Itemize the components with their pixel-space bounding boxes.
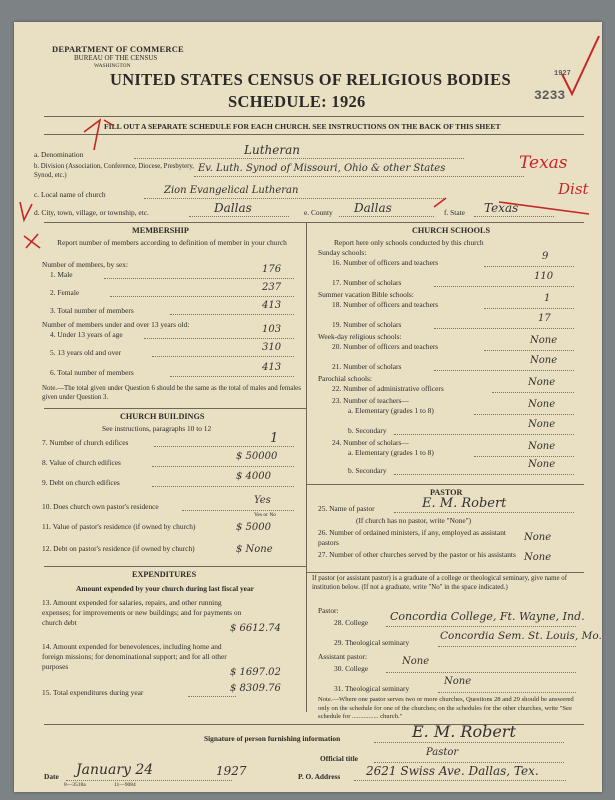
q19-label: 19. Number of scholars <box>332 320 402 329</box>
weekday-label: Week-day religious schools: <box>318 332 402 341</box>
city-value: Dallas <box>214 201 252 215</box>
college-note: If pastor (or assistant pastor) is a graduate of a college or theological seminary, give name of institution below. (If not a graduate, write "No" in the space indicated.) <box>312 575 567 591</box>
q23b-label: b. Secondary <box>348 426 387 435</box>
bureau-label: BUREAU OF THE CENSUS <box>74 54 158 62</box>
q31-label: 31. Theological seminary <box>334 684 410 693</box>
q4-label: 4. Under 13 years of age <box>50 330 123 339</box>
state-label: f. State <box>444 208 465 217</box>
q24a-value: None <box>528 441 556 452</box>
print-number: 11—9084 <box>114 782 136 788</box>
q10-label: 10. Does church own pastor's residence <box>42 502 159 511</box>
q25-note: (If church has no pastor, write "None") <box>356 516 472 525</box>
schools-heading: CHURCH SCHOOLS <box>412 226 491 235</box>
q5-label: 5. 13 years old and over <box>50 348 122 357</box>
census-schedule-sheet <box>14 22 602 792</box>
q8-label: 8. Value of church edifices <box>42 458 121 467</box>
membership-note: Note.—The total given under Question 6 should be the same as the total of males and females given under Question 3. <box>42 385 301 401</box>
q15-value: $ 8309.76 <box>230 683 281 694</box>
sunday-label: Sunday schools: <box>318 248 367 257</box>
q13-label: 13. Amount expended for salaries, repairs, and other running expenses; for improvements or new buildings; and for payments on church debt <box>42 598 242 627</box>
q10-value: Yes <box>254 495 271 506</box>
schedule-title: SCHEDULE: 1926 <box>228 92 366 111</box>
denomination-label: a. Denomination <box>34 150 84 159</box>
denomination-value: Lutheran <box>244 143 300 157</box>
by-sex-label: Number of members, by sex: <box>42 260 128 269</box>
city-field-label: d. City, town, village, or township, etc. <box>34 208 149 217</box>
division-red-annotation: Texas <box>519 153 568 173</box>
membership-heading: MEMBERSHIP <box>132 226 189 235</box>
q14-label: 14. Amount expended for benevolences, including home and foreign missions; for denominational support; and for all other purposes <box>42 642 227 671</box>
q9-label: 9. Debt on church edifices <box>42 478 120 487</box>
q11-value: $ 5000 <box>236 522 271 533</box>
q20-label: 20. Number of officers and teachers <box>332 342 439 351</box>
q24a-label: a. Elementary (grades 1 to 8) <box>348 448 434 457</box>
division-label: b. Division (Association, Conference, Diocese, Presbytery, Synod, etc.) <box>34 163 195 179</box>
q14-value: $ 1697.02 <box>230 667 281 678</box>
department-label: DEPARTMENT OF COMMERCE <box>52 44 184 54</box>
q4-value: 103 <box>262 324 282 335</box>
yes-no-hint: Yes or No <box>254 512 277 518</box>
schools-intro: Report here only schools conducted by this church <box>334 238 484 247</box>
division-value: Ev. Luth. Synod of Missouri, Ohio & other States <box>198 163 446 174</box>
q1-value: 176 <box>262 264 282 275</box>
q7-value: 1 <box>270 431 279 446</box>
official-title-label: Official title <box>320 754 358 763</box>
expenditures-heading: EXPENDITURES <box>132 570 197 579</box>
instruction-line: FILL OUT A SEPARATE SCHEDULE FOR EACH CHURCH. SEE INSTRUCTIONS ON THE BACK OF THIS SHEET <box>104 122 501 131</box>
q24b-value: None <box>528 459 556 470</box>
official-title-value: Pastor <box>426 747 459 758</box>
q26-label: 26. Number of ordained ministers, if any, employed as assistant pastors <box>318 528 506 547</box>
q20-value: None <box>530 335 558 346</box>
q7-label: 7. Number of church edifices <box>42 438 129 447</box>
q23a-label: a. Elementary (grades 1 to 8) <box>348 406 434 415</box>
age-label: Number of members under and over 13 years old: <box>42 320 190 329</box>
membership-intro: Report number of members according to definition of member in your church <box>57 238 287 247</box>
q8-value: $ 50000 <box>236 451 278 462</box>
q26-value: None <box>524 532 552 543</box>
county-label: e. County <box>304 208 333 217</box>
form-number: 8—3518a <box>64 782 86 788</box>
q22-value: None <box>528 377 556 388</box>
q23a-value: None <box>528 399 556 410</box>
city-label: WASHINGTON <box>94 63 131 69</box>
q21-value: None <box>530 355 558 366</box>
q29-label: 29. Theological seminary <box>334 638 410 647</box>
date-year: 1927 <box>216 764 247 778</box>
q18-label: 18. Number of officers and teachers <box>332 300 439 309</box>
q24b-label: b. Secondary <box>348 466 387 475</box>
summer-label: Summer vacation Bible schools: <box>318 290 414 299</box>
q23-label: 23. Number of teachers— <box>332 396 409 405</box>
q30-value: None <box>402 656 430 667</box>
q24-label: 24. Number of scholars— <box>332 438 409 447</box>
q27-label: 27. Number of other churches served by the pastor or his assistants <box>318 550 516 559</box>
q28-value: Concordia College, Ft. Wayne, Ind. <box>390 610 585 623</box>
q12-label: 12. Debt on pastor's residence (if owned by church) <box>42 544 195 553</box>
date-value: January 24 <box>76 762 154 778</box>
q21-label: 21. Number of scholars <box>332 362 402 371</box>
address-value: 2621 Swiss Ave. Dallas, Tex. <box>366 764 539 778</box>
date-label: Date <box>44 772 59 781</box>
q19-value: 17 <box>538 313 551 324</box>
q15-label: 15. Total expenditures during year <box>42 688 144 697</box>
q9-value: $ 4000 <box>236 471 271 482</box>
stamp-date: 1927 <box>554 70 571 78</box>
q16-label: 16. Number of officers and teachers <box>332 258 439 267</box>
stamp-number: 3233 <box>534 88 566 103</box>
parochial-label: Parochial schools: <box>318 374 372 383</box>
pastor-note: Note.—Where one pastor serves two or more churches, Questions 28 and 29 should be answered only on the schedule for one of the churches; on the schedules for the other churches, write "See schedule for ................ church." <box>318 696 574 720</box>
local-name-label: c. Local name of church <box>34 190 106 199</box>
buildings-heading: CHURCH BUILDINGS <box>120 412 205 421</box>
assistant-label: Assistant pastor: <box>318 652 368 661</box>
q17-value: 110 <box>534 271 554 282</box>
red-pencil-marks <box>14 22 602 792</box>
q3-value: 413 <box>262 300 282 311</box>
q28-label: 28. College <box>334 618 369 627</box>
q2-value: 237 <box>262 282 282 293</box>
q12-value: $ None <box>236 544 273 555</box>
county-value: Dallas <box>354 201 392 215</box>
q5-value: 310 <box>262 342 282 353</box>
q22-label: 22. Number of administrative officers <box>332 384 444 393</box>
q30-label: 30. College <box>334 664 369 673</box>
form-title: UNITED STATES CENSUS OF RELIGIOUS BODIES <box>110 70 511 89</box>
q6-label: 6. Total number of members <box>50 368 134 377</box>
q3-label: 3. Total number of members <box>50 306 134 315</box>
q27-value: None <box>524 552 552 563</box>
buildings-see: See instructions, paragraphs 10 to 12 <box>102 424 212 433</box>
q25-value: E. M. Robert <box>422 496 507 511</box>
q31-value: None <box>444 676 472 687</box>
q13-value: $ 6612.74 <box>230 623 281 634</box>
q6-value: 413 <box>262 362 282 373</box>
q17-label: 17. Number of scholars <box>332 278 402 287</box>
local-name-value: Zion Evangelical Lutheran <box>164 185 299 196</box>
q2-label: 2. Female <box>50 288 80 297</box>
q16-value: 9 <box>542 251 549 262</box>
pastor-heading: PASTOR <box>430 488 463 497</box>
local-red-annotation: Dist <box>558 180 589 198</box>
expenditures-intro: Amount expended by your church during last fiscal year <box>76 584 254 593</box>
signature-value: E. M. Robert <box>412 722 516 741</box>
address-label: P. O. Address <box>298 772 341 781</box>
state-value: Texas <box>484 201 519 215</box>
q1-label: 1. Male <box>50 270 73 279</box>
q23b-value: None <box>528 419 556 430</box>
q25-label: 25. Name of pastor <box>318 504 375 513</box>
q29-value: Concordia Sem. St. Louis, Mo. <box>440 630 602 642</box>
signature-label: Signature of person furnishing information <box>204 734 341 743</box>
pastor-label: Pastor: <box>318 606 339 615</box>
q18-value: 1 <box>544 293 551 304</box>
q11-label: 11. Value of pastor's residence (if owned by church) <box>42 522 196 531</box>
